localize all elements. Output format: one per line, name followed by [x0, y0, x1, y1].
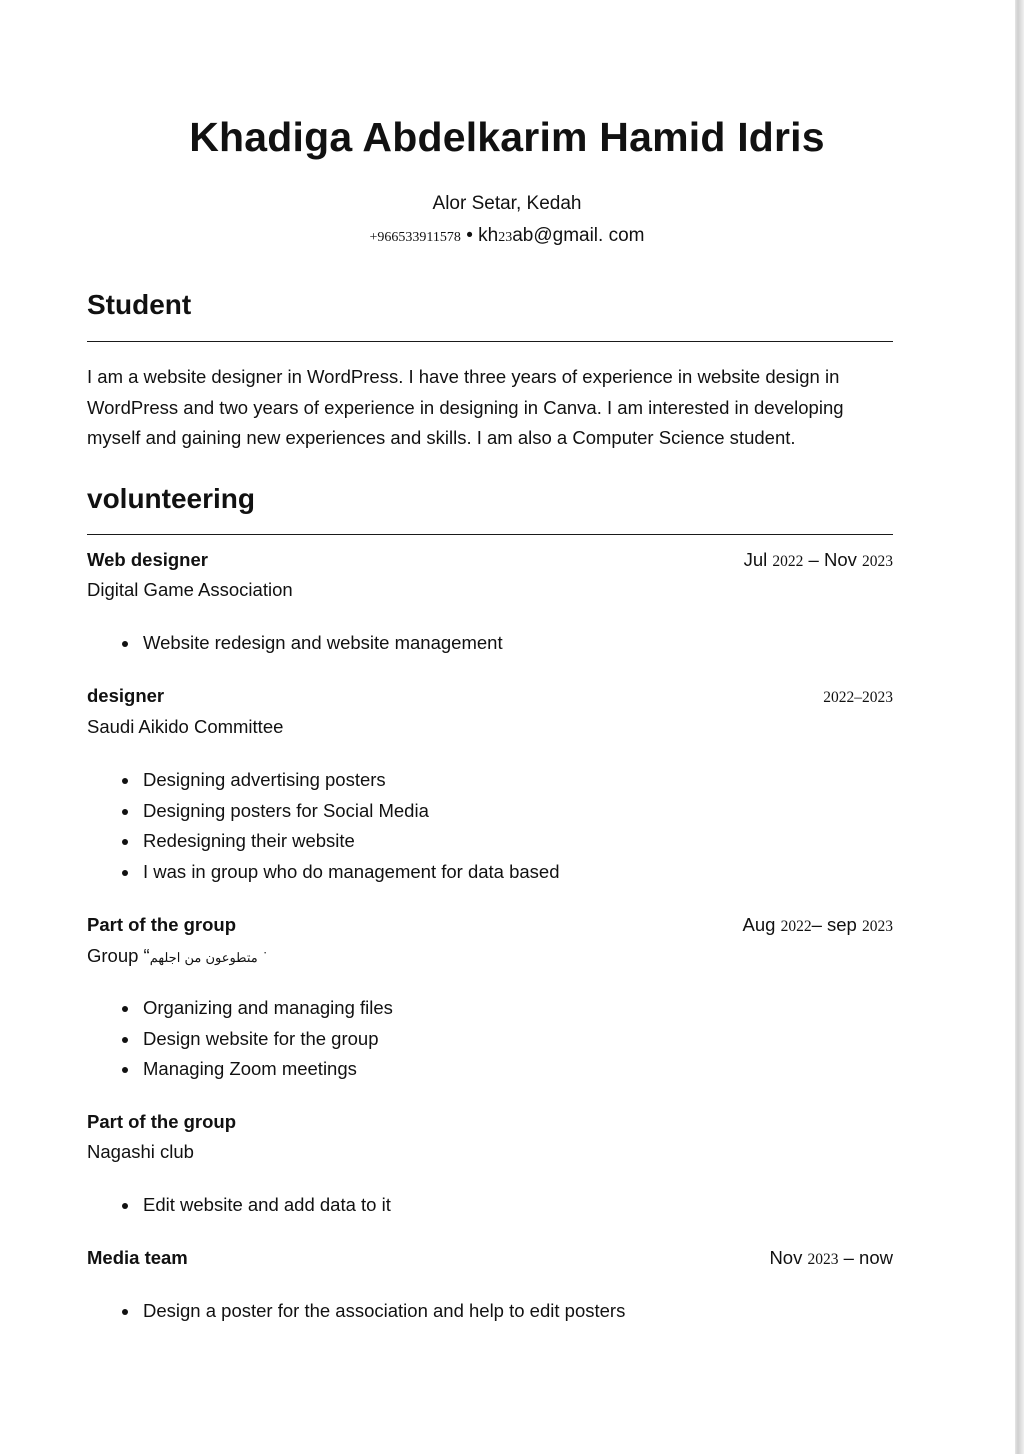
- contact-line: [0, 225, 1014, 247]
- list-item: Designing advertising posters: [87, 765, 560, 796]
- email-suffix: ab@gmail. com: [512, 225, 645, 246]
- entry-role: Media team: [87, 1247, 188, 1268]
- list-item: Managing Zoom meetings: [87, 1054, 393, 1085]
- entry-role: Part of the group: [87, 914, 237, 935]
- entry-organization: Saudi Aikido Committee: [87, 716, 284, 737]
- summary-text: I am a website designer in WordPress. I have three years of experience in website design in WordPress and two years of experience in designing in Canva. I am interested in developing myself and gaining new experiences and skills. I am also a Computer Science student.: [87, 366, 844, 448]
- list-item: Design website for the group: [87, 1024, 393, 1055]
- entry-date: Aug 2022– sep 2023: [742, 914, 893, 935]
- entry-organization: Digital Game Association: [87, 579, 293, 600]
- entry-bullet-list: [87, 765, 560, 887]
- list-item: I was in group who do management for data based: [87, 857, 560, 888]
- entry-organization: Group “متطوعون من اجلهم ˙: [87, 945, 269, 966]
- entry-date: Nov 2023 – now: [769, 1247, 893, 1268]
- entry-bullet-list: [87, 628, 503, 659]
- volunteering-divider: [87, 534, 893, 535]
- entry-bullet-list: [87, 1296, 625, 1327]
- page-edge-shadow: [1015, 0, 1024, 1454]
- email-prefix: kh: [478, 225, 499, 246]
- entry-role: Web designer: [87, 549, 208, 570]
- list-item: Designing posters for Social Media: [87, 796, 560, 827]
- list-item: Website redesign and website management: [87, 628, 503, 659]
- summary-divider: [87, 341, 893, 342]
- location-text: Alor Setar, Kedah: [432, 193, 582, 214]
- candidate-name: Khadiga Abdelkarim Hamid Idris: [189, 114, 825, 160]
- volunteering-section-title: volunteering: [87, 483, 256, 514]
- entry-bullet-list: [87, 1190, 391, 1221]
- email-digits: 23: [498, 230, 513, 245]
- email-address: [478, 225, 644, 246]
- summary-section-title: Student: [87, 289, 192, 320]
- list-item: Edit website and add data to it: [87, 1190, 391, 1221]
- arabic-group-name: متطوعون من اجلهم: [149, 951, 258, 966]
- entry-organization: Nagashi club: [87, 1141, 194, 1162]
- entry-role: Part of the group: [87, 1111, 237, 1132]
- entry-bullet-list: [87, 993, 393, 1085]
- entry-role: designer: [87, 685, 165, 706]
- entry-date: Jul 2022 – Nov 2023: [743, 549, 893, 570]
- list-item: Organizing and managing files: [87, 993, 393, 1024]
- entry-date: 2022–2023: [823, 689, 893, 706]
- list-item: Design a poster for the association and help to edit posters: [87, 1296, 625, 1327]
- list-item: Redesigning their website: [87, 826, 560, 857]
- phone-number: +966533911578: [369, 230, 461, 245]
- contact-separator: •: [466, 225, 473, 246]
